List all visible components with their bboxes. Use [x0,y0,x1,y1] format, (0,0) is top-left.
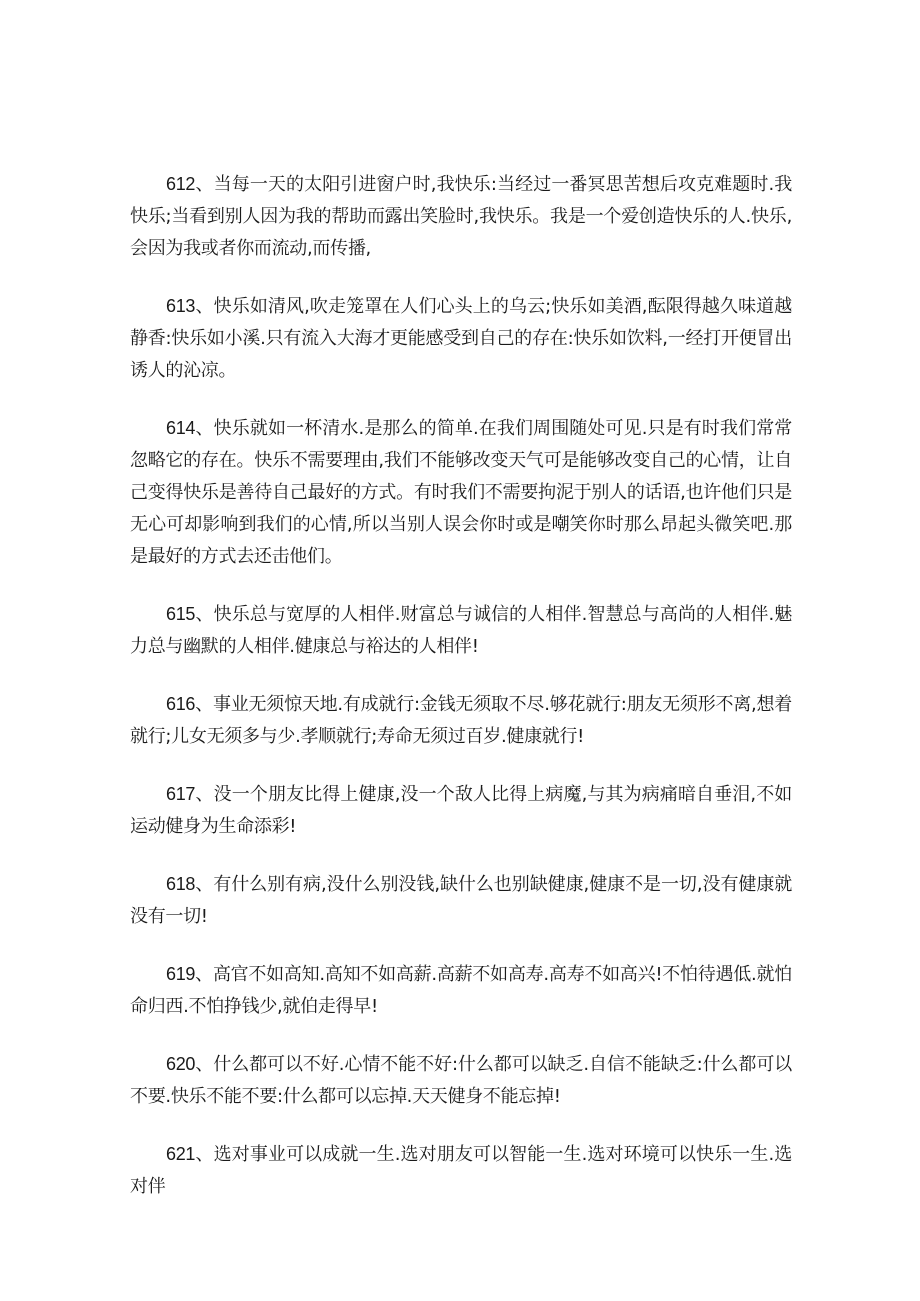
paragraph-614 [130,412,792,573]
paragraph-text: 快乐就如一杯清水.是那么的简单.在我们周围随处可见.只是有时我们常常忽略它的存在。快乐不需要理由,我们不能够改变天气可是能够改变自己的心情，让自己变得快乐是善待自己最好的方式。有时我们不需要拘泥于别人的话语,也许他们只是无心可却影响到我们的心情,所以当别人误会你时或是嘲笑你时那么昂起头微笑吧.那是最好的方式去还击他们。 [130,418,792,567]
paragraph-text: 没一个朋友比得上健康,没一个敌人比得上病魔,与其为病痛暗自垂泪,不如运动健身为生命添彩! [130,784,792,837]
paragraph-text: 快乐如清风,吹走笼罩在人们心头上的乌云;快乐如美酒,酝限得越久味道越静香:快乐如小溪.只有流入大海才更能感受到自己的存在:快乐如饮料,一经打开便冒出诱人的沁凉。 [130,296,792,381]
paragraph-621 [130,1138,792,1203]
paragraph-number: 618、 [166,874,214,894]
paragraph-620 [130,1048,792,1113]
paragraph-text: 高官不如高知.高知不如高薪.高薪不如高寿.高寿不如高兴!不怕待遇低.就怕命归西.不怕挣钱少,就伯走得早! [130,964,792,1017]
paragraph-613 [130,290,792,387]
paragraph-number: 616、 [166,694,213,714]
paragraph-617 [130,778,792,843]
paragraph-618 [130,868,792,933]
paragraph-number: 617、 [166,784,214,804]
paragraph-number: 619、 [166,964,213,984]
paragraph-616 [130,688,792,753]
paragraph-text: 有什么别有病,没什么别没钱,缺什么也别缺健康,健康不是一切,没有健康就没有一切! [130,874,792,927]
paragraph-text: 选对事业可以成就一生.选对朋友可以智能一生.选对环境可以快乐一生.选对伴 [130,1144,792,1197]
paragraph-text: 事业无须惊天地.有成就行:金钱无须取不尽.够花就行:朋友无须形不离,想着就行;儿女无须多与少.孝顺就行;寿命无须过百岁.健康就行! [130,694,792,747]
paragraph-number: 621、 [166,1144,214,1164]
document-body [130,168,792,1228]
paragraph-number: 613、 [166,296,214,316]
paragraph-text: 快乐总与宽厚的人相伴.财富总与诚信的人相伴.智慧总与高尚的人相伴.魅力总与幽默的人相伴.健康总与裕达的人相伴! [130,604,792,657]
paragraph-619 [130,958,792,1023]
paragraph-number: 612、 [166,174,214,194]
paragraph-text: 当每一天的太阳引进窗户时,我快乐:当经过一番冥思苦想后攻克难题时.我快乐;当看到别人因为我的帮助而露出笑脸时,我快乐。我是一个爱创造快乐的人.快乐,会因为我或者你而流动,而传播, [130,174,792,259]
paragraph-number: 620、 [166,1054,214,1074]
paragraph-text: 什么都可以不好.心情不能不好:什么都可以缺乏.自信不能缺乏:什么都可以不要.快乐不能不要:什么都可以忘掉.天天健身不能忘掉! [130,1054,792,1107]
paragraph-615 [130,598,792,663]
paragraph-number: 614、 [166,418,214,438]
paragraph-number: 615、 [166,604,214,624]
paragraph-612 [130,168,792,265]
